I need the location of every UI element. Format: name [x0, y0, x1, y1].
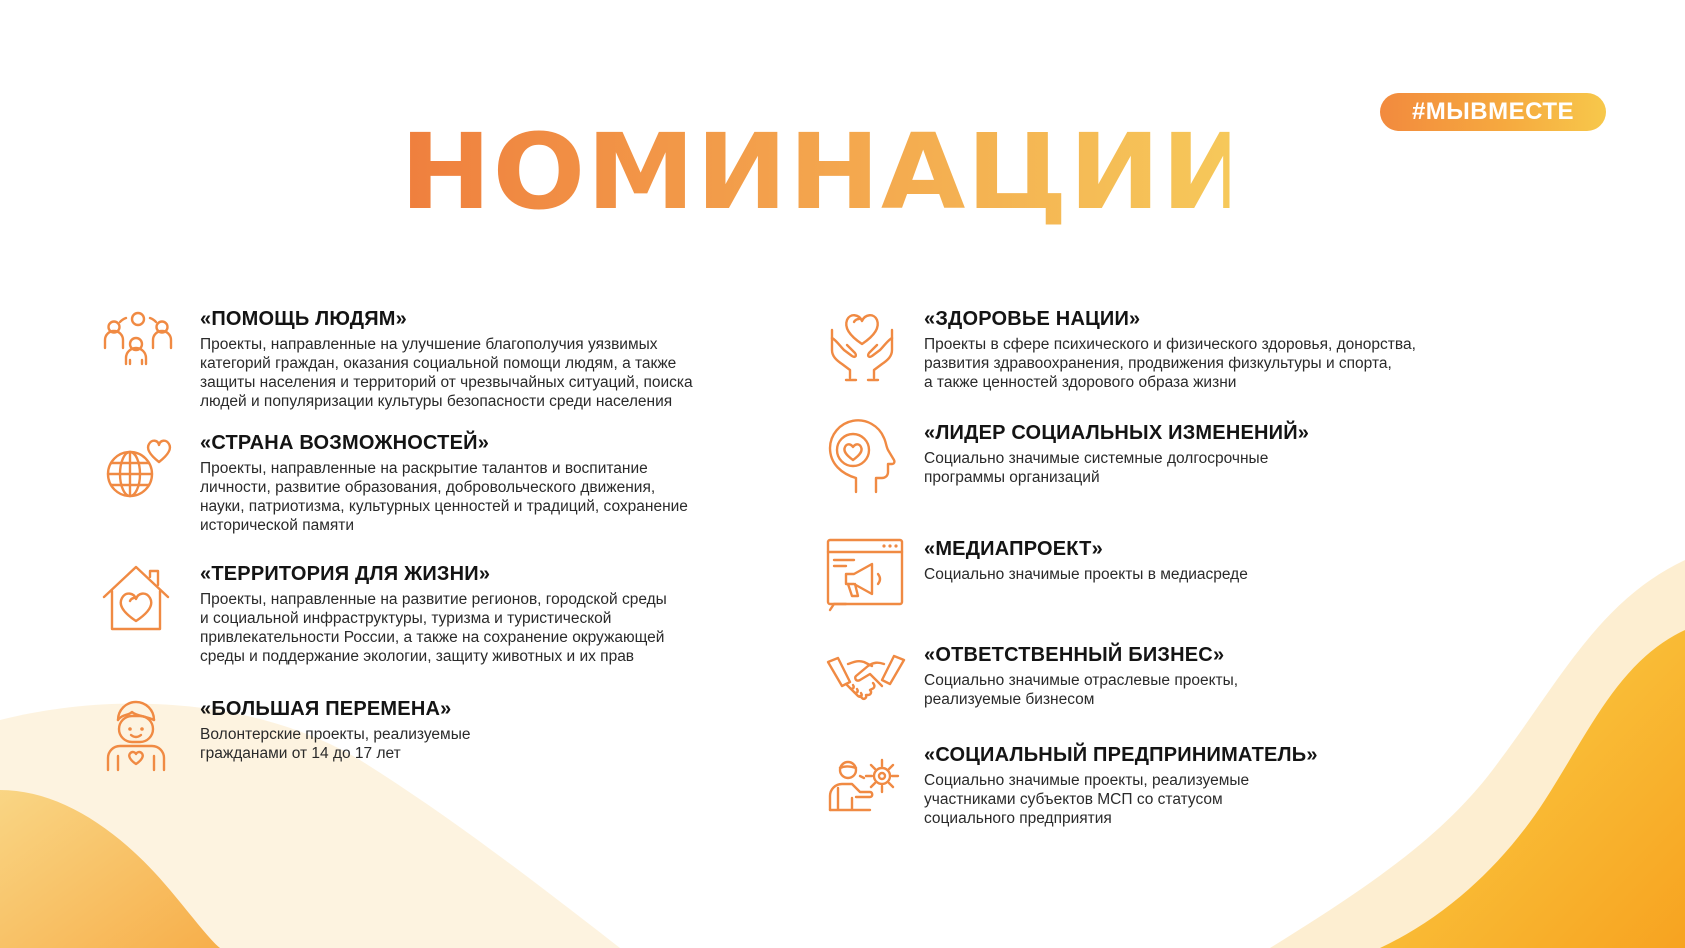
nomination-title: «ЗДОРОВЬЕ НАЦИИ»	[924, 308, 1141, 330]
nomination-title: «ТЕРРИТОРИЯ ДЛЯ ЖИЗНИ»	[200, 563, 491, 585]
nomination-description: Проекты в сфере психического и физического здоровья, донорства, развития здравоохранения, продвижения физкультуры и спорта, а также ценностей здорового образа жизни	[924, 336, 1416, 391]
teen-volunteer-icon	[102, 698, 174, 770]
entrepreneur-gear-icon	[826, 744, 898, 816]
nomination-title: «ОТВЕТСТВЕННЫЙ БИЗНЕС»	[924, 644, 1225, 666]
nomination-big-change	[102, 698, 802, 778]
nomination-title: «ПОМОЩЬ ЛЮДЯМ»	[200, 308, 407, 330]
nomination-description: Проекты, направленные на развитие регионов, городской среды и социальной инфраструктуры, туризма и туристической привлекательности России, а также на сохранение окружающей среды и поддержание экологии, защиту животных и их прав	[200, 591, 667, 665]
globe-heart-icon	[102, 432, 174, 504]
nomination-social-change-leader	[826, 422, 1546, 502]
nomination-description: Социально значимые системные долгосрочные программы организаций	[924, 450, 1269, 486]
hands-heart-icon	[826, 308, 898, 380]
nomination-description: Социально значимые проекты в медиасреде	[924, 566, 1248, 583]
nomination-country-opportunities	[102, 432, 802, 532]
nomination-title: «СТРАНА ВОЗМОЖНОСТЕЙ»	[200, 432, 490, 454]
nomination-media-project	[826, 538, 1546, 618]
people-group-icon	[102, 308, 174, 380]
page-title: НОМИНАЦИИ	[400, 111, 1254, 233]
nomination-description: Волонтерские проекты, реализуемые гражданами от 14 до 17 лет	[200, 726, 471, 762]
nomination-description: Проекты, направленные на улучшение благополучия уязвимых категорий граждан, оказания социальной помощи людям, а также защиты населения и территорий от чрезвычайных ситуаций, поиска людей и популяризации культуры безопасности среди населения	[200, 336, 693, 410]
nomination-territory-life	[102, 563, 802, 663]
nomination-description: Социально значимые проекты, реализуемые участниками субъектов МСП со статусом социального предприятия	[924, 772, 1250, 827]
nomination-title: «БОЛЬШАЯ ПЕРЕМЕНА»	[200, 698, 452, 720]
nomination-title: «ЛИДЕР СОЦИАЛЬНЫХ ИЗМЕНЕНИЙ»	[924, 422, 1310, 444]
nomination-social-entrepreneur	[826, 744, 1546, 834]
nomination-title: «СОЦИАЛЬНЫЙ ПРЕДПРИНИМАТЕЛЬ»	[924, 744, 1318, 766]
nomination-responsible-business	[826, 644, 1546, 724]
nomination-help-people	[102, 308, 802, 408]
head-heart-icon	[826, 422, 898, 494]
nomination-title: «МЕДИАПРОЕКТ»	[924, 538, 1103, 560]
nomination-description: Проекты, направленные на раскрытие талантов и воспитание личности, развитие образования, добровольческого движения, науки, патриотизма, культурных ценностей и традиций, сохранение исторической памяти	[200, 460, 688, 534]
hashtag-badge: #МЫВМЕСТЕ	[1380, 93, 1606, 131]
megaphone-browser-icon	[826, 538, 898, 610]
handshake-icon	[826, 644, 898, 716]
nomination-nation-health	[826, 308, 1546, 398]
house-heart-icon	[102, 563, 174, 635]
nomination-description: Социально значимые отраслевые проекты, реализуемые бизнесом	[924, 672, 1239, 708]
